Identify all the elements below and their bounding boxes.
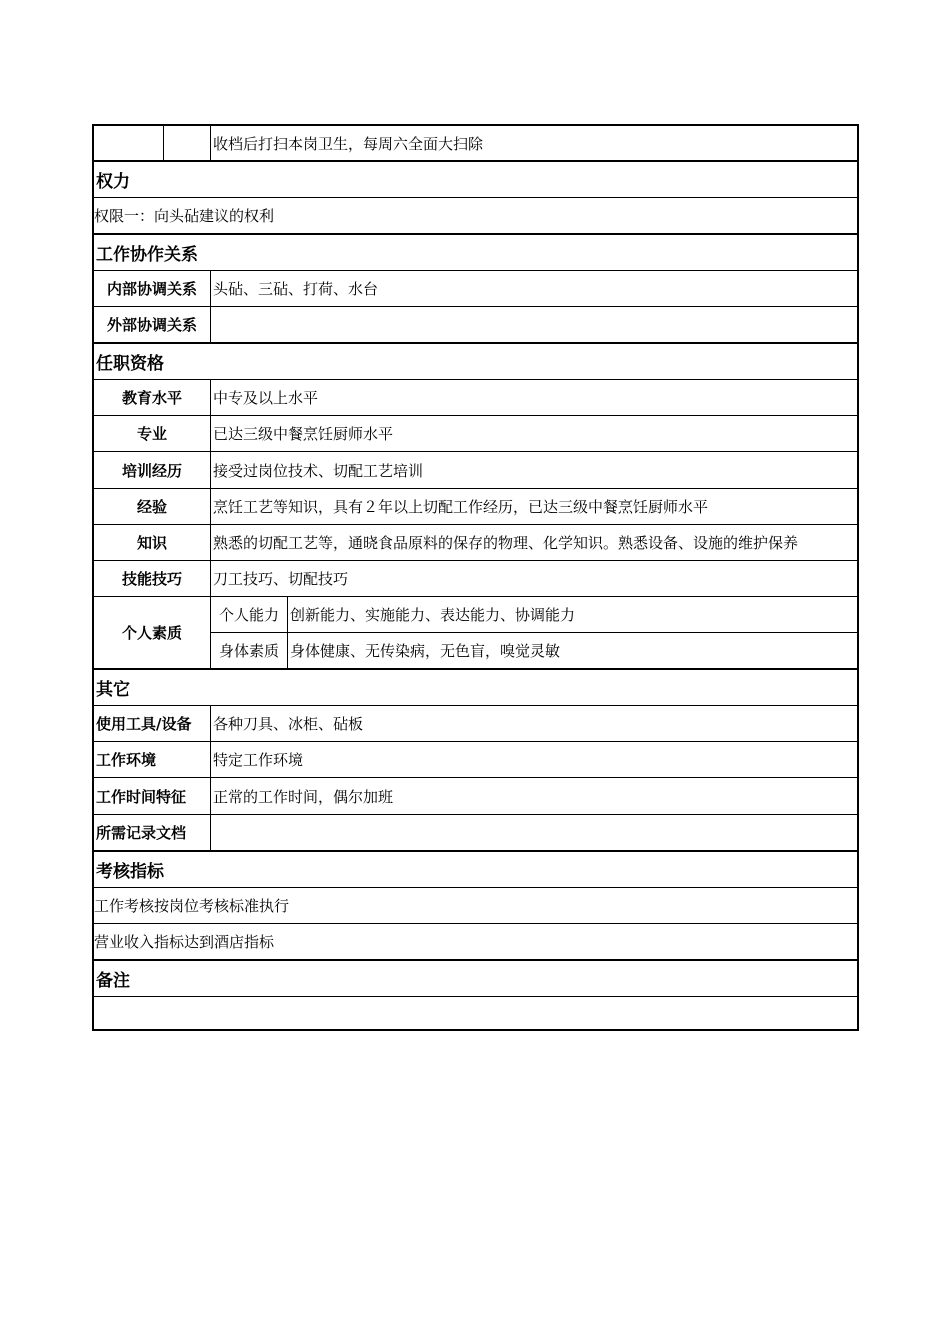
section-header-other (94, 670, 857, 706)
row-label: 使用工具/设备 (94, 706, 211, 741)
row-value: 刀工技巧、切配技巧 (213, 570, 349, 588)
duty-text: 收档后打扫本岗卫生，每周六全面大扫除 (213, 134, 484, 153)
row-value: 各种刀具、冰柜、砧板 (213, 715, 364, 733)
section-header-qualifications (94, 344, 857, 380)
table-row (94, 924, 857, 961)
row-value: 特定工作环境 (213, 751, 304, 769)
empty-cell (164, 126, 211, 160)
table-row (94, 452, 857, 489)
job-description-table (92, 124, 859, 1031)
row-label: 知识 (94, 525, 211, 560)
section-header-relations (94, 235, 857, 271)
section-title: 权力 (96, 172, 130, 192)
table-row (94, 307, 857, 344)
row-value: 头砧、三砧、打荷、水台 (213, 280, 379, 298)
power-item: 权限一：向头砧建议的权利 (94, 207, 275, 225)
table-row (94, 778, 857, 815)
row-label: 工作环境 (94, 742, 211, 777)
row-value: 接受过岗位技术、切配工艺培训 (213, 461, 424, 480)
row-label: 教育水平 (94, 380, 211, 415)
table-row (94, 597, 857, 670)
sub-label: 身体素质 (211, 633, 288, 668)
row-value (211, 815, 857, 850)
row-value: 熟悉的切配工艺等，通晓食品原料的保存的物理、化学知识。熟悉设备、设施的维护保养 (213, 534, 799, 552)
row-value: 正常的工作时间，偶尔加班 (213, 787, 394, 806)
sub-row (211, 633, 857, 668)
remarks-value (94, 997, 857, 1029)
table-row (94, 380, 857, 416)
table-row (94, 815, 857, 852)
assessment-item: 营业收入指标达到酒店指标 (94, 933, 275, 951)
row-value: 已达三级中餐烹饪厨师水平 (213, 425, 394, 443)
section-title: 考核指标 (96, 862, 164, 882)
row-value: 中专及以上水平 (213, 389, 319, 407)
table-row (94, 126, 857, 162)
table-row (94, 489, 857, 525)
row-label: 专业 (94, 416, 211, 451)
sub-label: 个人能力 (211, 597, 288, 632)
sub-value: 身体健康、无传染病，无色盲，嗅觉灵敏 (290, 642, 561, 660)
table-row (94, 525, 857, 561)
table-row (94, 706, 857, 742)
assessment-item: 工作考核按岗位考核标准执行 (94, 897, 290, 915)
row-label: 所需记录文档 (94, 815, 211, 850)
section-header-assessment (94, 852, 857, 888)
section-title: 工作协作关系 (96, 245, 198, 265)
table-row (94, 561, 857, 597)
row-label: 经验 (94, 489, 211, 524)
section-title: 其它 (96, 680, 130, 700)
row-label: 个人素质 (94, 597, 211, 668)
row-label: 培训经历 (94, 452, 211, 488)
table-row (94, 888, 857, 924)
table-row (94, 198, 857, 235)
row-label: 外部协调关系 (94, 307, 211, 342)
row-value: 烹饪工艺等知识，具有２年以上切配工作经历，已达三级中餐烹饪厨师水平 (213, 498, 709, 516)
table-row (94, 742, 857, 778)
row-value (211, 307, 857, 342)
row-label: 内部协调关系 (94, 271, 211, 306)
table-row (94, 271, 857, 307)
sub-row (211, 597, 857, 633)
section-header-power (94, 162, 857, 198)
table-row (94, 416, 857, 452)
table-row (94, 997, 857, 1029)
section-title: 任职资格 (96, 354, 164, 374)
section-title: 备注 (96, 971, 130, 991)
row-label: 工作时间特征 (94, 778, 211, 814)
row-label: 技能技巧 (94, 561, 211, 596)
empty-cell (94, 126, 164, 160)
sub-value: 创新能力、实施能力、表达能力、协调能力 (290, 606, 576, 624)
section-header-remarks (94, 961, 857, 997)
